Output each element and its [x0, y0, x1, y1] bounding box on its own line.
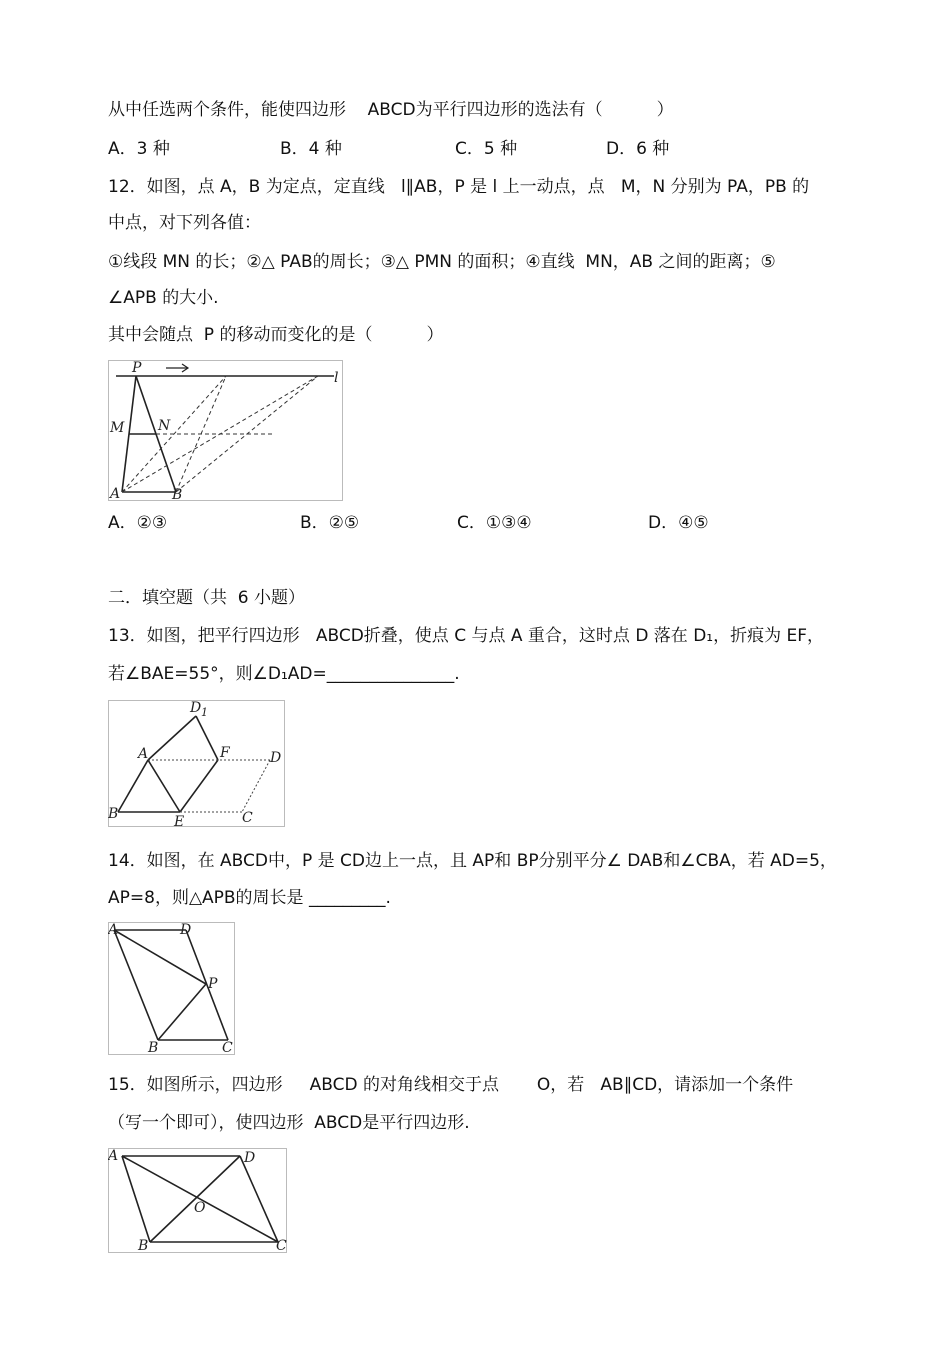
q12-label-p: P: [132, 360, 142, 376]
q12-figure: [108, 360, 344, 506]
q12-option-c[interactable]: C．①③④: [457, 513, 532, 533]
q11-option-b[interactable]: B．4 种: [280, 139, 342, 159]
q12-line5: 其中会随点 P 的移动而变化的是（ ）: [108, 325, 444, 345]
q11-option-a[interactable]: A．3 种: [108, 139, 170, 159]
q12-label-b: B: [172, 487, 183, 502]
q13-label-b: B: [108, 806, 119, 822]
q14-line2: AP=8，则△APB的周长是 _________.: [108, 888, 391, 908]
q13-label-e: E: [174, 814, 185, 828]
q15-figure: [108, 1148, 288, 1258]
q13-label-f: F: [220, 745, 230, 761]
q12-option-d[interactable]: D．④⑤: [648, 513, 709, 533]
q13-label-d1-sub: 1: [201, 706, 208, 719]
q14-line1: 14．如图，在 ABCD中，P 是 CD边上一点，且 AP和 BP分别平分∠ DAB和∠CBA，若 AD=5，: [108, 851, 837, 871]
q13-label-a: A: [138, 746, 149, 762]
q14-label-p: P: [208, 976, 218, 992]
q15-label-d: D: [244, 1150, 256, 1166]
q12-label-n: N: [158, 418, 171, 434]
q13-label-d1: D: [190, 700, 202, 716]
q13-label-c: C: [242, 810, 253, 826]
q15-line2: （写一个即可），使四边形 ABCD是平行四边形.: [108, 1113, 470, 1133]
q11-stem: 从中任选两个条件，能使四边形 ABCD为平行四边形的选法有（ ）: [108, 100, 674, 120]
q12-label-a: A: [110, 486, 121, 502]
q15-line1: 15．如图所示，四边形 ABCD 的对角线相交于点 O，若 AB∥CD，请添加一个条件: [108, 1075, 794, 1095]
q12-label-l: l: [334, 370, 339, 386]
q13-label-d: D: [270, 750, 282, 766]
q14-label-a: A: [108, 922, 119, 938]
q14-figure: [108, 922, 236, 1060]
q14-label-d: D: [180, 922, 192, 938]
q13-line1: 13．如图，把平行四边形 ABCD折叠，使点 C 与点 A 重合，这时点 D 落在 D₁，折痕为 EF，: [108, 626, 825, 646]
q12-line4: ∠APB 的大小.: [108, 288, 219, 308]
q14-label-b: B: [148, 1040, 159, 1056]
q12-option-b[interactable]: B．②⑤: [300, 513, 360, 533]
q12-option-a[interactable]: A．②③: [108, 513, 168, 533]
q15-label-b: B: [138, 1238, 149, 1254]
q12-line2: 中点，对下列各值：: [108, 213, 261, 233]
q15-label-c: C: [276, 1238, 287, 1254]
q15-label-a: A: [108, 1148, 119, 1164]
q12-line3: ①线段 MN 的长；②△ PAB的周长；③△ PMN 的面积；④直线 MN，AB 之间的距离；⑤: [108, 252, 776, 272]
q12-label-m: M: [110, 420, 125, 436]
q11-option-d[interactable]: D．6 种: [606, 139, 670, 159]
q14-label-c: C: [222, 1040, 233, 1056]
q13-figure: [108, 700, 286, 832]
q13-line2: 若∠BAE=55°，则∠D₁AD=_______________.: [108, 664, 460, 684]
section-title: 二．填空题（共 6 小题）: [108, 588, 306, 608]
q12-line1: 12．如图，点 A，B 为定点，定直线 l∥AB，P 是 l 上一动点，点 M，N 分别为 PA，PB 的: [108, 177, 810, 197]
q15-label-o: O: [194, 1200, 206, 1216]
q11-option-c[interactable]: C．5 种: [455, 139, 518, 159]
